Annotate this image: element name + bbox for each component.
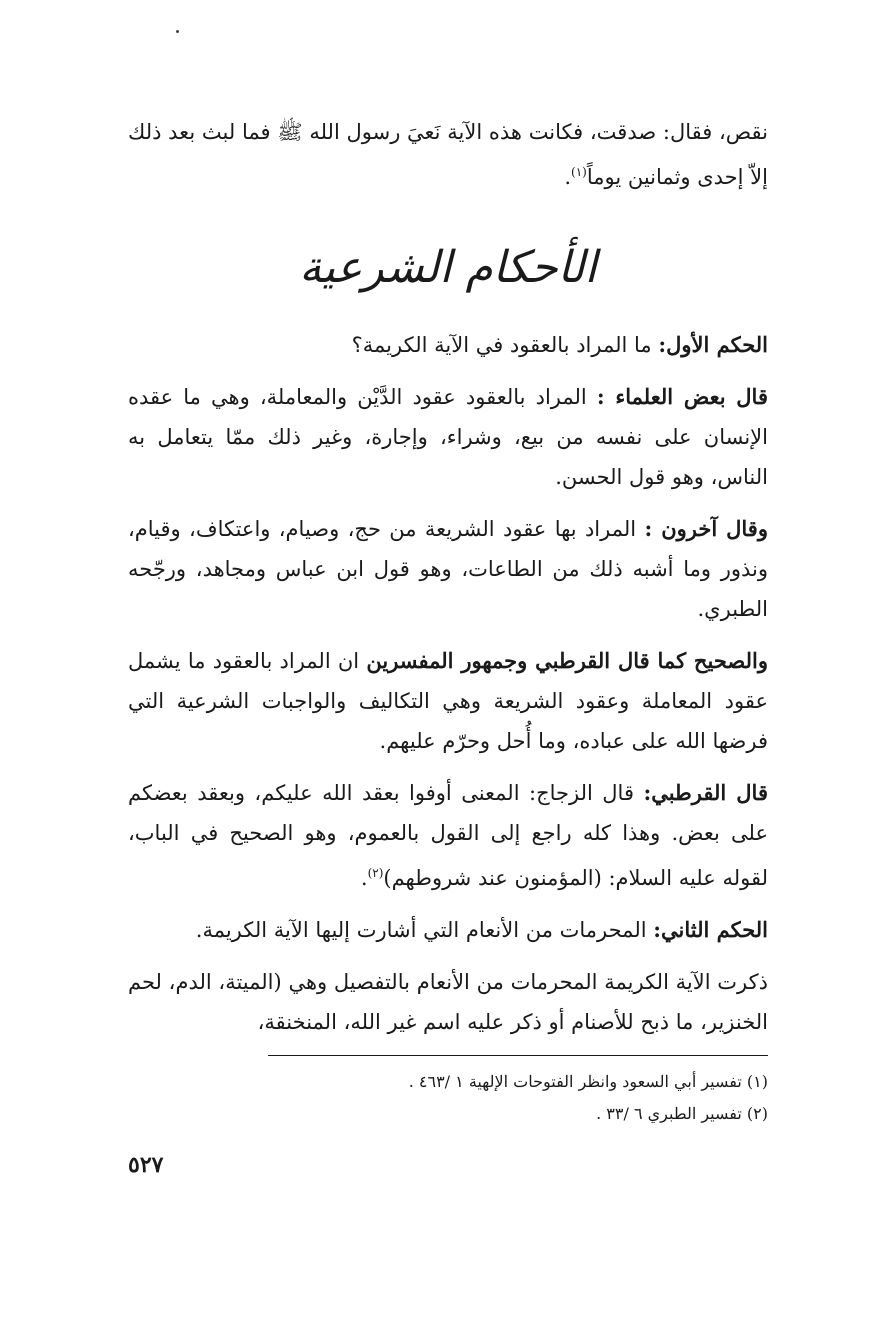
mentioned-paragraph xyxy=(128,962,768,1042)
others-text: المراد بها عقود الشريعة من حج، وصيام، واعتكاف، وقيام، ونذور وما أشبه ذلك من الطاعات، وهو قول ابن عباس ومجاهد، ورجّحه الطبري. xyxy=(128,517,768,621)
qurtubi-text: قال الزجاج: المعنى أوفوا بعقد الله عليكم، وبعقد بعضكم على بعض. وهذا كله راجع إلى القول بالعموم، وهو الصحيح في الباب، لقوله عليه السلام: (المؤمنون عند شروطهم) xyxy=(128,781,768,890)
scholars-lead: قال بعض العلماء : xyxy=(596,384,768,409)
ruling-2-text: المحرمات من الأنعام التي أشارت إليها الآية الكريمة. xyxy=(195,918,647,942)
ruling-2 xyxy=(128,910,768,950)
qurtubi-end: . xyxy=(360,866,368,890)
footnote-ref-1: (١) xyxy=(571,165,587,179)
correct-lead: والصحيح كما قال القرطبي وجمهور المفسرين xyxy=(366,648,768,673)
others-paragraph xyxy=(128,509,768,629)
footnote-2: (٢) تفسير الطبري ٦ /٣٣ . xyxy=(596,1104,768,1123)
opening-text: نقص، فقال: صدقت، فكانت هذه الآية نَعيَ رسول الله ﷺ فما لبث بعد ذلك إلاّ إحدى وثمانين يوماً xyxy=(128,120,768,189)
opening-end: . xyxy=(564,165,572,189)
ruling-1-text: ما المراد بالعقود في الآية الكريمة؟ xyxy=(351,333,652,357)
page-number: ٥٢٧ xyxy=(128,1152,164,1178)
footnotes xyxy=(268,1066,768,1130)
ruling-2-lead: الحكم الثاني: xyxy=(653,917,768,942)
scholars-text: المراد بالعقود عقود الدَّيْن والمعاملة، وهي ما عقده الإنسان على نفسه من بيع، وشراء، وإجارة، وغير ذلك ممّا يتعامل به الناس، وهو قول الحسن. xyxy=(128,385,768,489)
section-heading: الأحكام الشرعية xyxy=(299,242,597,293)
others-lead: وقال آخرون : xyxy=(644,516,768,541)
ruling-1-lead: الحكم الأول: xyxy=(658,332,768,357)
mentioned-text: ذكرت الآية الكريمة المحرمات من الأنعام بالتفصيل وهي (الميتة، الدم، لحم الخنزير، ما ذبح للأصنام أو ذكر عليه اسم غير الله، المنخنقة، xyxy=(128,970,768,1034)
ruling-1 xyxy=(128,325,768,365)
correct-text: ان المراد بالعقود ما يشمل عقود المعاملة وعقود الشريعة وهي التكاليف والواجبات الشرعية التي فرضها الله على عباده، وما أُحل وحرّم عليهم. xyxy=(128,649,768,753)
scan-speck xyxy=(176,30,179,33)
correct-paragraph xyxy=(128,641,768,761)
opening-paragraph xyxy=(128,112,768,197)
qurtubi-paragraph xyxy=(128,773,768,898)
footnote-ref-2: (٢) xyxy=(367,866,384,880)
qurtubi-lead: قال القرطبي: xyxy=(643,780,768,805)
scholars-paragraph xyxy=(128,377,768,497)
footnote-1: (١) تفسير أبي السعود وانظر الفتوحات الإلهية ١ /٤٦٣ . xyxy=(408,1072,768,1091)
footnote-divider xyxy=(268,1055,768,1056)
page-body xyxy=(128,112,768,1054)
